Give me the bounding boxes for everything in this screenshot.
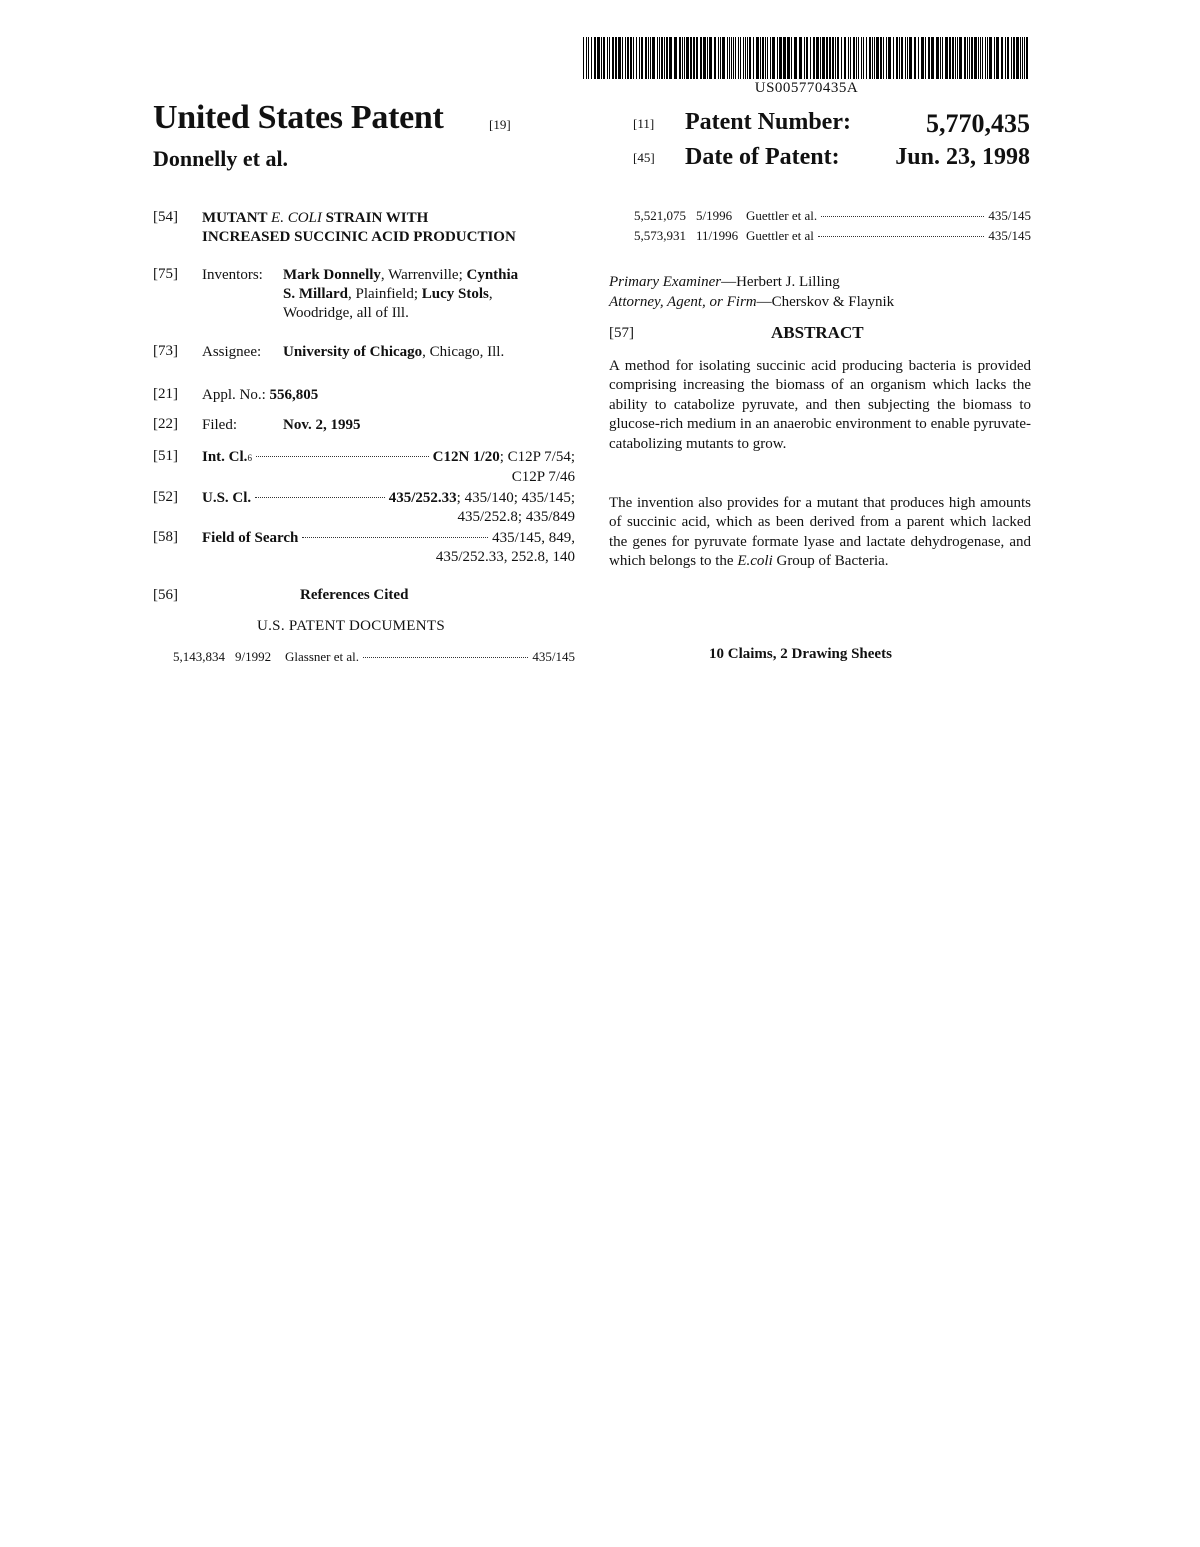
abstract-heading: ABSTRACT [771, 323, 864, 342]
field-code-73: [73] [153, 343, 178, 359]
field-code-52: [52] [153, 489, 178, 505]
inventor-location: , [488, 286, 493, 302]
inventor-name: S. Millard [283, 286, 349, 302]
patent-number: 5,770,435 [926, 109, 1030, 138]
date-label: Date of Patent: [685, 144, 840, 170]
reference-date: 9/1992 [235, 649, 272, 664]
reference-author: Guettler et al [746, 228, 814, 243]
field-code-57: [57] [609, 325, 634, 341]
reference-author: Glassner et al. [285, 649, 360, 664]
patent-title: United States Patent [153, 99, 444, 136]
us-cl-label: U.S. Cl. [202, 490, 252, 506]
field-of-search-label: Field of Search [202, 530, 299, 546]
inventor-name: Cynthia [466, 267, 519, 283]
patent-number-code: [11] [633, 116, 655, 131]
int-cl-sup: 6 [247, 453, 252, 463]
assignee [283, 343, 504, 362]
reference-number: 5,521,075 [634, 208, 686, 223]
field-of-search-line-2: 435/252.33, 252.8, 140 [435, 549, 575, 565]
int-cl-line-2: C12P 7/46 [511, 469, 575, 485]
filed-label: Filed: [202, 417, 238, 433]
leader-dots [363, 657, 528, 658]
reference-row [634, 208, 1031, 224]
field-of-search [202, 529, 575, 567]
reference-author: Guettler et al. [746, 208, 818, 223]
date-code: [45] [633, 150, 655, 165]
attorney-label: Attorney, Agent, or Firm [609, 294, 757, 310]
reference-date: 11/1996 [696, 228, 739, 243]
us-patent-documents-heading: U.S. PATENT DOCUMENTS [257, 618, 445, 634]
reference-class: 435/145 [532, 649, 575, 664]
reference-class: 435/145 [988, 228, 1031, 243]
us-cl-main: 435/252.33 [388, 490, 457, 506]
field-code-58: [58] [153, 529, 178, 545]
patent-date: Jun. 23, 1998 [895, 144, 1030, 170]
leader-dots [256, 456, 429, 457]
leader-dots [821, 216, 984, 217]
inventor-short: Donnelly et al. [153, 146, 289, 171]
examiner-label: Primary Examiner [609, 274, 722, 290]
application-value: 556,805 [269, 387, 319, 403]
reference-number: 5,573,931 [634, 228, 686, 243]
leader-dots [302, 537, 488, 538]
abstract-text: Group of Bacteria. [772, 553, 889, 570]
attorney [609, 294, 894, 311]
examiner-name: —Herbert J. Lilling [721, 274, 840, 290]
patent-number-label: Patent Number: [685, 109, 851, 135]
references-heading: References Cited [300, 587, 409, 603]
us-cl-rest: ; 435/140; 435/145; [456, 490, 575, 506]
assignee-label: Assignee: [202, 344, 262, 360]
filed-date: Nov. 2, 1995 [283, 417, 361, 433]
field-code-54: [54] [153, 209, 178, 225]
reference-class: 435/145 [988, 208, 1031, 223]
abstract-text: The invention also provides for a mutant that produces high amounts of succinic acid, which as been derived from a parent which lacked the genes for pyruvate formate lyase and lactate dehydrogenase, and which belongs to the [609, 495, 1031, 570]
application-number [202, 386, 318, 405]
leader-dots [818, 236, 985, 237]
title-line-2: INCREASED SUCCINIC ACID PRODUCTION [202, 229, 516, 245]
title-part: STRAIN WITH [321, 210, 429, 226]
application-label: Appl. No.: [202, 387, 270, 403]
assignee-name: University of Chicago [283, 344, 423, 360]
inventor-name: Mark Donnelly [283, 267, 381, 283]
primary-examiner [609, 274, 840, 291]
invention-title [202, 209, 516, 247]
reference-number: 5,143,834 [173, 649, 225, 664]
int-cl [202, 448, 575, 487]
field-code-56: [56] [153, 587, 178, 603]
abstract-paragraph-1: A method for isolating succinic acid producing bacteria is provided comprising increasing the biomass of an organism which lacks the ability to catabolize pyruvate, and then subjecting the biomass to glucose-rich medium in an anaerobic environment to enable pyruvate-catabolizing mutants to grow. [609, 358, 1031, 452]
inventors-list [283, 266, 583, 323]
us-cl-line-2: 435/252.8; 435/849 [457, 509, 575, 525]
claims-summary: 10 Claims, 2 Drawing Sheets [709, 646, 892, 662]
reference-row [634, 228, 1031, 244]
leader-dots [255, 497, 385, 498]
inventor-location: , Plainfield; [348, 286, 422, 302]
int-cl-main: C12N 1/20 [432, 449, 500, 465]
inventor-location: , Warrenville; [380, 267, 467, 283]
field-code-75: [75] [153, 266, 178, 282]
attorney-name: —Cherskov & Flaynik [756, 294, 895, 310]
field-code-21: [21] [153, 386, 178, 402]
int-cl-rest: ; C12P 7/54; [499, 449, 575, 465]
barcode [583, 37, 1030, 79]
field-code-51: [51] [153, 448, 178, 464]
inventor-name: Lucy Stols [421, 286, 489, 302]
reference-date: 5/1996 [696, 208, 733, 223]
barcode-number: US005770435A [754, 80, 859, 96]
assignee-location: , Chicago, Ill. [422, 344, 505, 360]
inventor-location: Woodridge, all of Ill. [283, 305, 409, 321]
field-code-22: [22] [153, 416, 178, 432]
int-cl-label: Int. Cl. [202, 449, 248, 465]
field-of-search-line-1: 435/145, 849, [492, 530, 575, 546]
abstract-organism: E.coli [737, 553, 773, 570]
title-organism: E. COLI [271, 210, 322, 226]
us-cl [202, 489, 575, 527]
inventors-label: Inventors: [202, 267, 263, 283]
reference-row [173, 649, 575, 665]
abstract-paragraph-2 [609, 494, 1031, 572]
title-code: [19] [489, 117, 511, 132]
title-part: MUTANT [202, 210, 272, 226]
